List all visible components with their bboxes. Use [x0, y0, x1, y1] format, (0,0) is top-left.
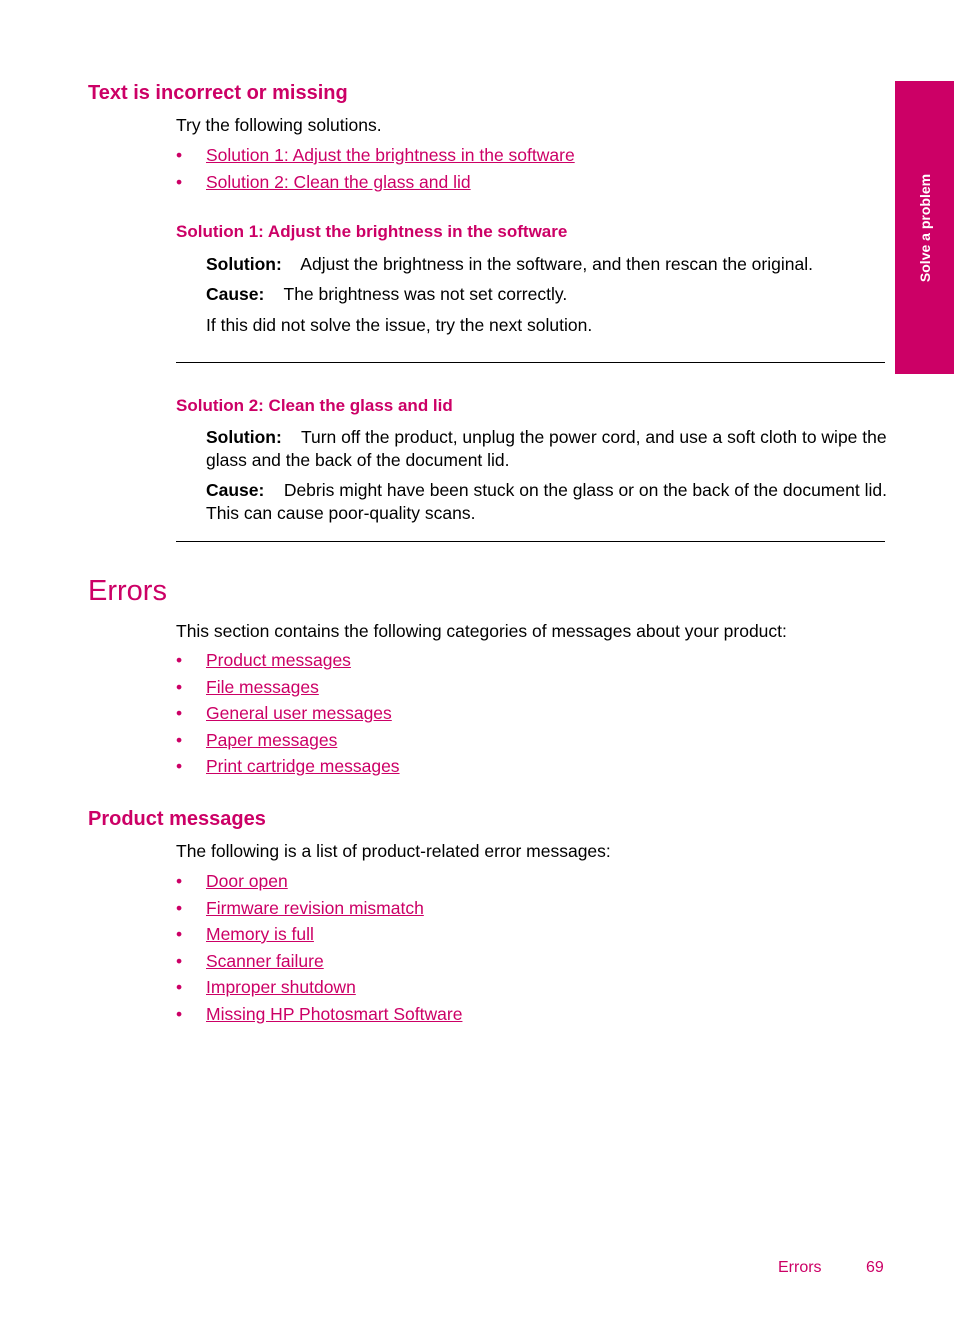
list-item — [176, 974, 462, 1001]
link-door-open[interactable]: Door open — [206, 871, 288, 891]
bullet-icon: • — [176, 871, 183, 891]
bullet-icon: • — [176, 977, 183, 997]
list-item — [176, 921, 462, 948]
bullet-icon: • — [176, 171, 183, 192]
link-memory-is-full[interactable]: Memory is full — [206, 924, 314, 944]
link-solution-2[interactable]: Solution 2: Clean the glass and lid — [206, 171, 471, 192]
section-text-intro: Try the following solutions. — [176, 115, 382, 135]
solution-2-cause-text: Debris might have been stuck on the glass or on the back of the document lid. This can cause poor-quality scans. — [206, 480, 887, 523]
bullet-icon: • — [176, 1003, 183, 1024]
solution-1-solution-text: Adjust the brightness in the software, and then rescan the original. — [300, 254, 813, 274]
list-item — [176, 948, 462, 975]
solution-1-solution — [206, 253, 886, 276]
solution-2-solution-text: Turn off the product, unplug the power cord, and use a soft cloth to wipe the glass and the back of the document lid. — [206, 427, 887, 470]
section-text-link-list — [176, 142, 575, 195]
solution-label: Solution: — [206, 427, 282, 447]
divider — [176, 541, 885, 542]
solution-label: Solution: — [206, 254, 282, 274]
link-solution-1[interactable]: Solution 1: Adjust the brightness in the software — [206, 145, 575, 165]
link-scanner-failure[interactable]: Scanner failure — [206, 950, 324, 971]
link-file-messages[interactable]: File messages — [206, 676, 319, 697]
cause-label: Cause: — [206, 480, 265, 500]
heading-errors: Errors — [88, 575, 167, 607]
divider — [176, 362, 885, 363]
heading-product-messages: Product messages — [88, 808, 266, 830]
side-tab — [895, 81, 954, 374]
heading-text-incorrect: Text is incorrect or missing — [88, 82, 348, 104]
solution-1-cause-text: The brightness was not set correctly. — [283, 284, 568, 304]
footer-section-name: Errors — [778, 1259, 822, 1276]
heading-solution-1: Solution 1: Adjust the brightness in the software — [176, 222, 568, 241]
bullet-icon: • — [176, 729, 183, 750]
bullet-icon: • — [176, 897, 183, 918]
list-item — [176, 1001, 462, 1028]
errors-link-list — [176, 647, 400, 780]
link-paper-messages[interactable]: Paper messages — [206, 729, 338, 750]
footer-page-number: 69 — [866, 1259, 884, 1276]
list-item — [176, 700, 400, 727]
list-item — [176, 674, 400, 701]
solution-1-note: If this did not solve the issue, try the next solution. — [206, 315, 593, 335]
bullet-icon: • — [176, 676, 183, 697]
side-tab-label: Solve a problem — [916, 173, 933, 282]
link-missing-hp-photosmart-software[interactable]: Missing HP Photosmart Software — [206, 1003, 463, 1024]
bullet-icon: • — [176, 145, 183, 165]
heading-solution-2: Solution 2: Clean the glass and lid — [176, 396, 453, 415]
solution-2-cause — [206, 479, 888, 524]
link-general-user-messages[interactable]: General user messages — [206, 703, 392, 723]
bullet-icon: • — [176, 703, 183, 723]
bullet-icon: • — [176, 650, 183, 670]
list-item — [176, 142, 575, 169]
list-item — [176, 727, 400, 754]
list-item — [176, 895, 462, 922]
solution-1-cause — [206, 283, 886, 306]
link-product-messages[interactable]: Product messages — [206, 650, 351, 670]
list-item — [176, 647, 400, 674]
bullet-icon: • — [176, 950, 183, 971]
link-improper-shutdown[interactable]: Improper shutdown — [206, 977, 356, 997]
list-item — [176, 169, 575, 196]
link-firmware-revision-mismatch[interactable]: Firmware revision mismatch — [206, 897, 424, 918]
cause-label: Cause: — [206, 284, 265, 304]
link-print-cartridge-messages[interactable]: Print cartridge messages — [206, 756, 400, 776]
solution-2-solution — [206, 426, 888, 471]
bullet-icon: • — [176, 924, 183, 944]
product-messages-link-list — [176, 868, 462, 1027]
errors-intro: This section contains the following categories of messages about your product: — [176, 621, 787, 641]
product-messages-intro: The following is a list of product-related error messages: — [176, 841, 611, 861]
list-item — [176, 753, 400, 780]
list-item — [176, 868, 462, 895]
bullet-icon: • — [176, 756, 183, 776]
